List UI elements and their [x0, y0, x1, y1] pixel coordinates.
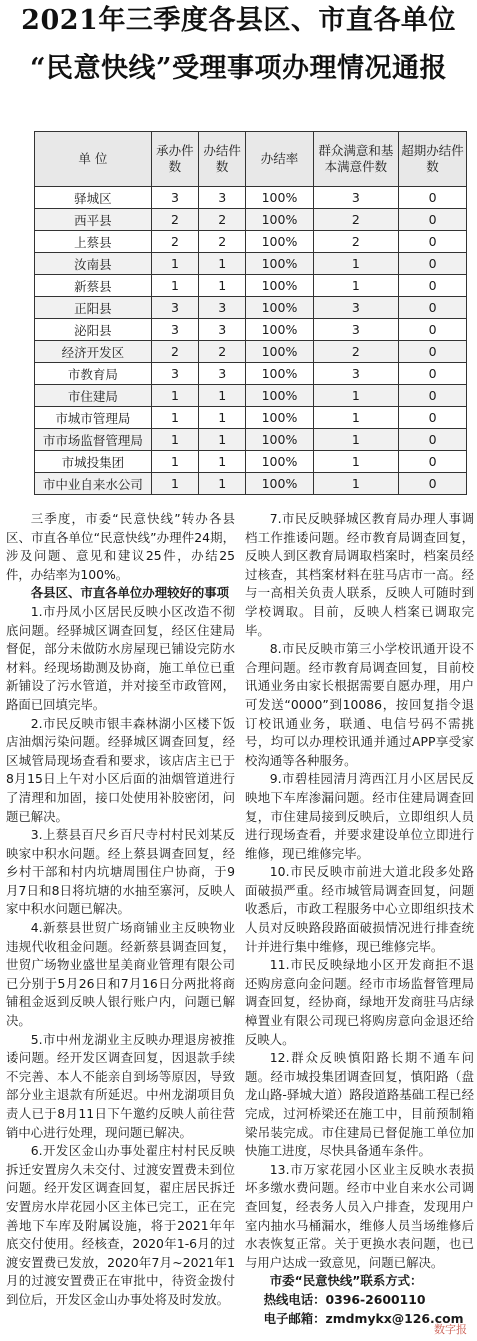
table-cell: 1 — [313, 275, 398, 297]
table-cell: 泌阳县 — [35, 319, 152, 341]
table-cell: 1 — [151, 473, 198, 495]
table-cell: 3 — [151, 297, 198, 319]
table-row — [35, 451, 467, 473]
table-cell: 1 — [151, 275, 198, 297]
table-cell: 2 — [313, 231, 398, 253]
table-cell: 西平县 — [35, 209, 152, 231]
table-cell: 上蔡县 — [35, 231, 152, 253]
table-cell: 2 — [151, 209, 198, 231]
table-cell: 1 — [151, 253, 198, 275]
table-cell: 3 — [313, 319, 398, 341]
table-cell: 经济开发区 — [35, 341, 152, 363]
table-row — [35, 209, 467, 231]
item-paragraph: 8.市民反映市第三小学校讯通开设不合理问题。经市教育局调查回复，目前校讯通业务由家长根据需要自愿办理，用户可发送“0000”到10086，按回复指令退订校讯通业务，联通、电信号码不需挑号，均可以办理校讯通并通过APP享受家校沟通等各种服务。 — [245, 641, 474, 768]
table-cell: 100% — [246, 253, 313, 275]
contact-email: 电子邮箱：zmdmykx@126.com — [263, 1310, 464, 1326]
page-title-line2: “民意快线”受理事项办理情况通报 — [29, 53, 448, 84]
table-cell: 3 — [313, 363, 398, 385]
table-body — [35, 187, 467, 495]
table-row — [35, 187, 467, 209]
table-cell: 2 — [199, 231, 246, 253]
stats-table — [34, 131, 467, 495]
table-cell: 市市场监督管理局 — [35, 429, 152, 451]
table-cell: 0 — [399, 253, 467, 275]
table-cell: 汝南县 — [35, 253, 152, 275]
table-row — [35, 385, 467, 407]
table-cell: 0 — [399, 275, 467, 297]
table-cell: 3 — [313, 297, 398, 319]
table-cell: 3 — [199, 319, 246, 341]
table-header-row — [35, 132, 467, 187]
table-cell: 0 — [399, 341, 467, 363]
table-cell: 0 — [399, 385, 467, 407]
table-row — [35, 253, 467, 275]
table-cell: 1 — [199, 451, 246, 473]
table-row — [35, 231, 467, 253]
table-cell: 0 — [399, 187, 467, 209]
table-row — [35, 297, 467, 319]
table-cell: 1 — [199, 429, 246, 451]
item-paragraph: 11.市民反映绿地小区开发商拒不退还购房意向金问题。经市市场监督管理局调查回复，经协商，绿地开发商驻马店绿樟置业有限公司现已将购房意向金退还给反映人。 — [245, 957, 474, 1047]
table-cell: 市中业自来水公司 — [35, 473, 152, 495]
table-cell: 2 — [199, 209, 246, 231]
table-cell: 3 — [313, 187, 398, 209]
table-cell: 1 — [313, 473, 398, 495]
table-row — [35, 275, 467, 297]
table-row — [35, 473, 467, 495]
table-cell: 1 — [313, 253, 398, 275]
table-cell: 0 — [399, 363, 467, 385]
col-header-satisfied: 群众满意和基本满意件数 — [313, 132, 398, 187]
table-cell: 3 — [151, 319, 198, 341]
table-cell: 3 — [199, 297, 246, 319]
table-cell: 100% — [246, 341, 313, 363]
table-cell: 1 — [151, 385, 198, 407]
table-cell: 100% — [246, 473, 313, 495]
table-row — [35, 319, 467, 341]
table-cell: 市城市管理局 — [35, 407, 152, 429]
table-cell: 新蔡县 — [35, 275, 152, 297]
table-cell: 100% — [246, 187, 313, 209]
table-cell: 1 — [199, 253, 246, 275]
section-heading: 各县区、市直各单位办理较好的事项 — [30, 585, 230, 601]
contact-phone: 热线电话：0396-2600110 — [263, 1291, 426, 1307]
table-cell: 1 — [313, 451, 398, 473]
item-paragraph: 3.上蔡县百尺乡百尺寺村村民刘某反映家中积水问题。经上蔡县调查回复，经乡村干部和村内坑塘周围住户协商，于9月7日和8日将坑塘的水抽至寨河，反映人家中积水问题已解决。 — [6, 827, 235, 917]
article-body — [6, 510, 474, 1338]
table-cell: 正阳县 — [35, 297, 152, 319]
table-cell: 3 — [199, 363, 246, 385]
table-cell: 0 — [399, 297, 467, 319]
table-cell: 2 — [313, 209, 398, 231]
table-cell: 100% — [246, 297, 313, 319]
table-cell: 1 — [151, 451, 198, 473]
table-row — [35, 341, 467, 363]
table-cell: 0 — [399, 319, 467, 341]
table-cell: 1 — [199, 275, 246, 297]
table-cell: 100% — [246, 319, 313, 341]
table-cell: 驿城区 — [35, 187, 152, 209]
item-paragraph: 9.市碧桂园清月湾西江月小区居民反映地下车库渗漏问题。经市住建局调查回复，市住建局接到反映后，立即组织人员进行现场查看，并要求建设单位立即进行维修，现已维修完毕。 — [245, 771, 474, 861]
item-paragraph: 7.市民反映驿城区教育局办理人事调档工作推诿问题。经市教育局调查回复，反映人到区教育局调取档案时，档案员经过核查，其档案材料在驻马店市一高。经与一高相关负责人联系，反映人可随时到学校调取。目前，反映人档案已调取完毕。 — [245, 511, 474, 638]
table-cell: 1 — [313, 407, 398, 429]
col-header-completed: 办结件数 — [199, 132, 246, 187]
table-cell: 0 — [399, 473, 467, 495]
table-cell: 1 — [313, 385, 398, 407]
table-row — [35, 407, 467, 429]
table-cell: 100% — [246, 451, 313, 473]
table-cell: 0 — [399, 209, 467, 231]
table-cell: 100% — [246, 231, 313, 253]
col-header-assigned: 承办件数 — [151, 132, 198, 187]
table-cell: 100% — [246, 385, 313, 407]
item-paragraph: 1.市丹凤小区居民反映小区改造不彻底问题。经驿城区调查回复，经区住建局督促，部分未做防水房屋现已铺设完防水材料。经现场勘测及协商，施工单位已重新铺设了污水管道，并对接至市政管网，路面已回填完毕。 — [6, 603, 235, 712]
table-row — [35, 429, 467, 451]
table-cell: 100% — [246, 363, 313, 385]
table-cell: 3 — [151, 363, 198, 385]
table-cell: 100% — [246, 407, 313, 429]
intro-paragraph: 三季度，市委“民意快线”转办各县区、市直各单位“民意快线”办理件24期，涉及问题、意见和建议25件，办结25件，办结率为100%。 — [6, 511, 235, 582]
col-header-overdue: 超期办结件数 — [399, 132, 467, 187]
table-cell: 1 — [151, 407, 198, 429]
table-cell: 市住建局 — [35, 385, 152, 407]
item-list — [6, 510, 474, 1338]
table-cell: 1 — [199, 407, 246, 429]
table-cell: 0 — [399, 451, 467, 473]
table-cell: 0 — [399, 231, 467, 253]
col-header-unit: 单 位 — [35, 132, 152, 187]
table-cell: 3 — [151, 187, 198, 209]
table-cell: 2 — [313, 341, 398, 363]
item-paragraph: 6.开发区金山办事处翟庄村村民反映拆迁安置房久未交付、过渡安置费未到位问题。经开发区调查回复，翟庄居民拆迁安置房水岸花园小区主体已完工，正在完善地下车库及附属设施，将于2021年年底交付使用。经核查，2020年1-6月的过渡安置费已发放，2020年7月~2021年1月的过渡安置费正在审批中，待资金拨付到位后，开发区金山办事处将及时发放。 — [6, 1143, 235, 1307]
table-row — [35, 363, 467, 385]
contact-heading: 市委“民意快线”联系方式： — [269, 1273, 423, 1289]
table-cell: 市教育局 — [35, 363, 152, 385]
table-cell: 0 — [399, 429, 467, 451]
table-cell: 市城投集团 — [35, 451, 152, 473]
table-cell: 2 — [151, 341, 198, 363]
col-header-rate: 办结率 — [246, 132, 313, 187]
table-cell: 1 — [151, 429, 198, 451]
table-cell: 1 — [199, 473, 246, 495]
table-cell: 2 — [199, 341, 246, 363]
item-paragraph: 4.新蔡县世贸广场商铺业主反映物业违规代收租金问题。经新蔡县调查回复，世贸广场物业盛世星美商业管理有限公司已分别于5月26日和7月16日分两批将商铺租金返到反映人银行账户内，问题已解决。 — [6, 920, 235, 1029]
item-paragraph: 10.市民反映市前进大道北段多处路面破损严重。经市城管局调查回复，问题收悉后，市政工程服务中心立即组织技术人员对反映路段路面破损情况进行排查统计并进行集中维修，现已维修完毕。 — [245, 864, 474, 954]
item-paragraph: 2.市民反映市银丰森林湖小区楼下饭店油烟污染问题。经驿城区调查回复，经区城管局现场查看和要求，该店店主已于8月15日上午对小区后面的油烟管道进行了清理和加固，接口处使用补胶密闭，问题已解决。 — [6, 715, 235, 824]
table-cell: 3 — [199, 187, 246, 209]
table-cell: 100% — [246, 429, 313, 451]
table-cell: 1 — [199, 385, 246, 407]
item-paragraph: 12.群众反映慎阳路长期不通车问题。经市城投集团调查回复，慎阳路（盘龙山路-驿城大道）路段道路基础工程已经完成，过河桥梁还在施工中，目前预制箱梁吊装完成。市住建局已督促施工单位加快施工进度，尽快具备通车条件。 — [245, 1050, 474, 1159]
item-paragraph: 13.市万家花园小区业主反映水表损坏多缴水费问题。经市中业自来水公司调查回复，经表务人员入户排查，发现用户室内抽水马桶漏水，维修人员当场维修后水表恢复正常。关于更换水表问题，也已与用户达成一致意见，问题已解决。 — [245, 1161, 474, 1270]
table-cell: 1 — [313, 429, 398, 451]
table-cell: 100% — [246, 209, 313, 231]
table-cell: 100% — [246, 275, 313, 297]
page-title-line1: 2021年三季度各县区、市直各单位 — [21, 5, 456, 36]
item-paragraph: 5.市中州龙湖业主反映办理退房被推诿问题。经开发区调查回复，因退款手续不完善、本人不能亲自到场等原因，导致部分业主退款有所延迟。中州龙湖项目负责人已于8月11日下午邀约反映人前往营销中心进行处理，现问题已解决。 — [6, 1031, 235, 1140]
watermark: 数字报 — [434, 1323, 467, 1336]
table-cell: 0 — [399, 407, 467, 429]
table-cell: 2 — [151, 231, 198, 253]
